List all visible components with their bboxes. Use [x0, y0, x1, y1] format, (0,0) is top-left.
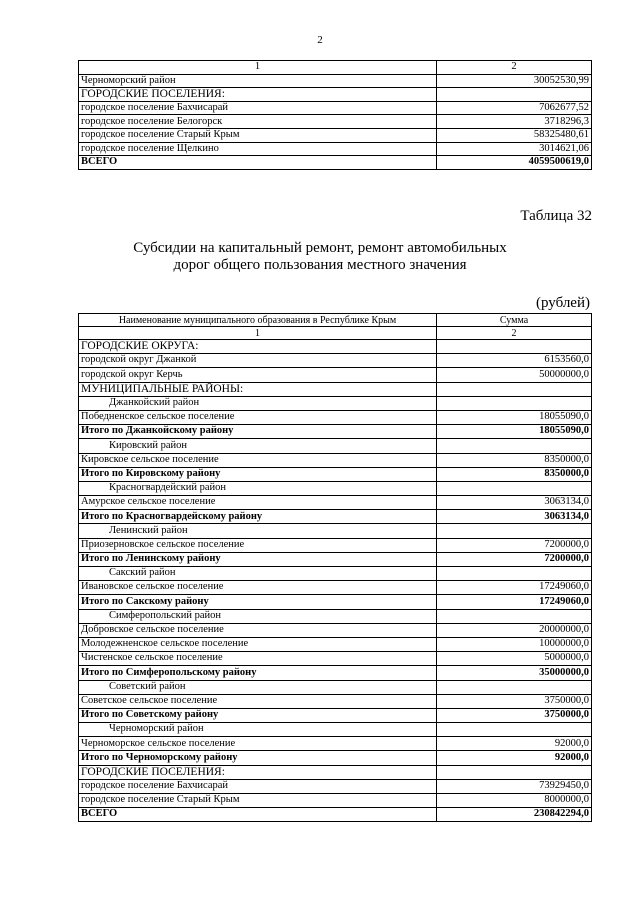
- row-name: Приозерновское сельское поселение: [79, 538, 437, 552]
- row-value: [437, 680, 592, 694]
- column-header-name: Наименование муниципального образования в Республике Крым: [79, 314, 437, 327]
- table-row: [79, 74, 592, 88]
- column-number-row: [79, 327, 592, 340]
- row-value: 50000000,0: [437, 368, 592, 382]
- row-name: ГОРОДСКИЕ ПОСЕЛЕНИЯ:: [79, 765, 437, 779]
- table-row: [79, 694, 592, 708]
- row-value: 8350000,0: [437, 453, 592, 467]
- row-value: 7062677,52: [437, 101, 592, 115]
- row-name: Черноморский район: [79, 723, 437, 737]
- row-value: 7200000,0: [437, 538, 592, 552]
- column-number: 1: [79, 327, 437, 340]
- title-line: дорог общего пользования местного значения: [173, 257, 467, 273]
- units-label: (рублей): [535, 295, 590, 311]
- title-line: Субсидии на капитальный ремонт, ремонт автомобильных: [133, 240, 507, 256]
- table-row: [79, 779, 592, 793]
- table-row: [79, 101, 592, 115]
- row-name: Добровское сельское поселение: [79, 623, 437, 637]
- column-number: 2: [437, 327, 592, 340]
- district-row: [79, 481, 592, 495]
- row-name: Амурское сельское поселение: [79, 496, 437, 510]
- row-name: Черноморский район: [79, 74, 437, 88]
- table-row: [79, 581, 592, 595]
- row-name: городское поселение Старый Крым: [79, 128, 437, 142]
- total-row: [79, 510, 592, 524]
- row-name: городское поселение Старый Крым: [79, 794, 437, 808]
- table-header-row: [79, 61, 592, 75]
- total-row: [79, 425, 592, 439]
- row-value: 8350000,0: [437, 467, 592, 481]
- row-name: Симферопольский район: [79, 609, 437, 623]
- row-name: городское поселение Бахчисарай: [79, 101, 437, 115]
- table-title: [0, 240, 640, 274]
- section-row: [79, 765, 592, 779]
- row-value: 8000000,0: [437, 794, 592, 808]
- row-name: Итого по Черноморскому району: [79, 751, 437, 765]
- section-row: [79, 382, 592, 396]
- row-value: 58325480,61: [437, 128, 592, 142]
- total-row: [79, 808, 592, 822]
- row-value: [437, 439, 592, 453]
- table-row: [79, 737, 592, 751]
- district-row: [79, 396, 592, 410]
- row-value: [437, 88, 592, 102]
- table-header-row: [79, 314, 592, 327]
- row-name: Красногвардейский район: [79, 481, 437, 495]
- row-name: Итого по Сакскому району: [79, 595, 437, 609]
- row-value: 18055090,0: [437, 425, 592, 439]
- row-value: 92000,0: [437, 737, 592, 751]
- total-row: [79, 751, 592, 765]
- table-row: [79, 794, 592, 808]
- row-value: [437, 765, 592, 779]
- row-value: 3750000,0: [437, 708, 592, 722]
- table-row: [79, 453, 592, 467]
- row-name: Ивановское сельское поселение: [79, 581, 437, 595]
- total-row: [79, 595, 592, 609]
- row-name: Черноморское сельское поселение: [79, 737, 437, 751]
- page-number: 2: [317, 34, 323, 46]
- table-row: [79, 142, 592, 156]
- row-value: 3718296,3: [437, 115, 592, 129]
- row-name: МУНИЦИПАЛЬНЫЕ РАЙОНЫ:: [79, 382, 437, 396]
- row-name: Итого по Ленинскому району: [79, 552, 437, 566]
- column-header-sum: Сумма: [437, 314, 592, 327]
- row-name: городской округ Керчь: [79, 368, 437, 382]
- row-name: Молодежненское сельское поселение: [79, 637, 437, 651]
- row-name: Итого по Симферопольскому району: [79, 666, 437, 680]
- section-row: [79, 340, 592, 354]
- row-name: Победненское сельское поселение: [79, 410, 437, 424]
- row-value: 7200000,0: [437, 552, 592, 566]
- row-name: Кировское сельское поселение: [79, 453, 437, 467]
- district-row: [79, 723, 592, 737]
- row-value: 92000,0: [437, 751, 592, 765]
- table-row: [79, 368, 592, 382]
- row-name: ГОРОДСКИЕ ПОСЕЛЕНИЯ:: [79, 88, 437, 102]
- row-value: 3014621,06: [437, 142, 592, 156]
- subsidies-table: [78, 313, 592, 822]
- row-name: Советский район: [79, 680, 437, 694]
- row-value: 35000000,0: [437, 666, 592, 680]
- total-row: [79, 467, 592, 481]
- table-row: [79, 128, 592, 142]
- row-name: Сакский район: [79, 567, 437, 581]
- row-name: городское поселение Белогорск: [79, 115, 437, 129]
- table-row: [79, 652, 592, 666]
- row-value: 20000000,0: [437, 623, 592, 637]
- row-value: [437, 481, 592, 495]
- row-value: 10000000,0: [437, 637, 592, 651]
- total-row: [79, 666, 592, 680]
- total-row: [79, 156, 592, 170]
- row-name: Кировский район: [79, 439, 437, 453]
- column-number: 1: [79, 61, 437, 75]
- column-number: 2: [437, 61, 592, 75]
- table-row: [79, 623, 592, 637]
- table-row: [79, 496, 592, 510]
- row-value: [437, 382, 592, 396]
- row-name: Чистенское сельское поселение: [79, 652, 437, 666]
- row-value: [437, 609, 592, 623]
- row-value: 3750000,0: [437, 694, 592, 708]
- row-value: 17249060,0: [437, 595, 592, 609]
- row-value: 230842294,0: [437, 808, 592, 822]
- total-row: [79, 708, 592, 722]
- row-value: [437, 396, 592, 410]
- row-value: [437, 567, 592, 581]
- district-row: [79, 609, 592, 623]
- district-row: [79, 524, 592, 538]
- table-continuation: [78, 60, 592, 170]
- row-name: ГОРОДСКИЕ ОКРУГА:: [79, 340, 437, 354]
- row-value: 3063134,0: [437, 496, 592, 510]
- row-name: ВСЕГО: [79, 156, 437, 170]
- row-value: 18055090,0: [437, 410, 592, 424]
- table-label: Таблица 32: [520, 208, 592, 224]
- row-value: [437, 524, 592, 538]
- district-row: [79, 567, 592, 581]
- table-row: [79, 538, 592, 552]
- row-name: городской округ Джанкой: [79, 354, 437, 368]
- row-value: 17249060,0: [437, 581, 592, 595]
- row-value: 73929450,0: [437, 779, 592, 793]
- row-value: [437, 340, 592, 354]
- row-name: Итого по Джанкойскому району: [79, 425, 437, 439]
- row-name: городское поселение Щелкино: [79, 142, 437, 156]
- row-name: Итого по Красногвардейскому району: [79, 510, 437, 524]
- row-value: 3063134,0: [437, 510, 592, 524]
- row-value: 4059500619,0: [437, 156, 592, 170]
- table-row: [79, 115, 592, 129]
- row-value: 30052530,99: [437, 74, 592, 88]
- row-name: Ленинский район: [79, 524, 437, 538]
- table-row: [79, 354, 592, 368]
- total-row: [79, 552, 592, 566]
- row-name: Джанкойский район: [79, 396, 437, 410]
- table-body: [79, 340, 592, 822]
- row-name: Итого по Кировскому району: [79, 467, 437, 481]
- row-name: городское поселение Бахчисарай: [79, 779, 437, 793]
- row-value: 5000000,0: [437, 652, 592, 666]
- row-name: Советское сельское поселение: [79, 694, 437, 708]
- table-row: [79, 637, 592, 651]
- table-row: [79, 88, 592, 102]
- district-row: [79, 439, 592, 453]
- row-name: ВСЕГО: [79, 808, 437, 822]
- table-row: [79, 410, 592, 424]
- district-row: [79, 680, 592, 694]
- row-value: 6153560,0: [437, 354, 592, 368]
- row-name: Итого по Советскому району: [79, 708, 437, 722]
- row-value: [437, 723, 592, 737]
